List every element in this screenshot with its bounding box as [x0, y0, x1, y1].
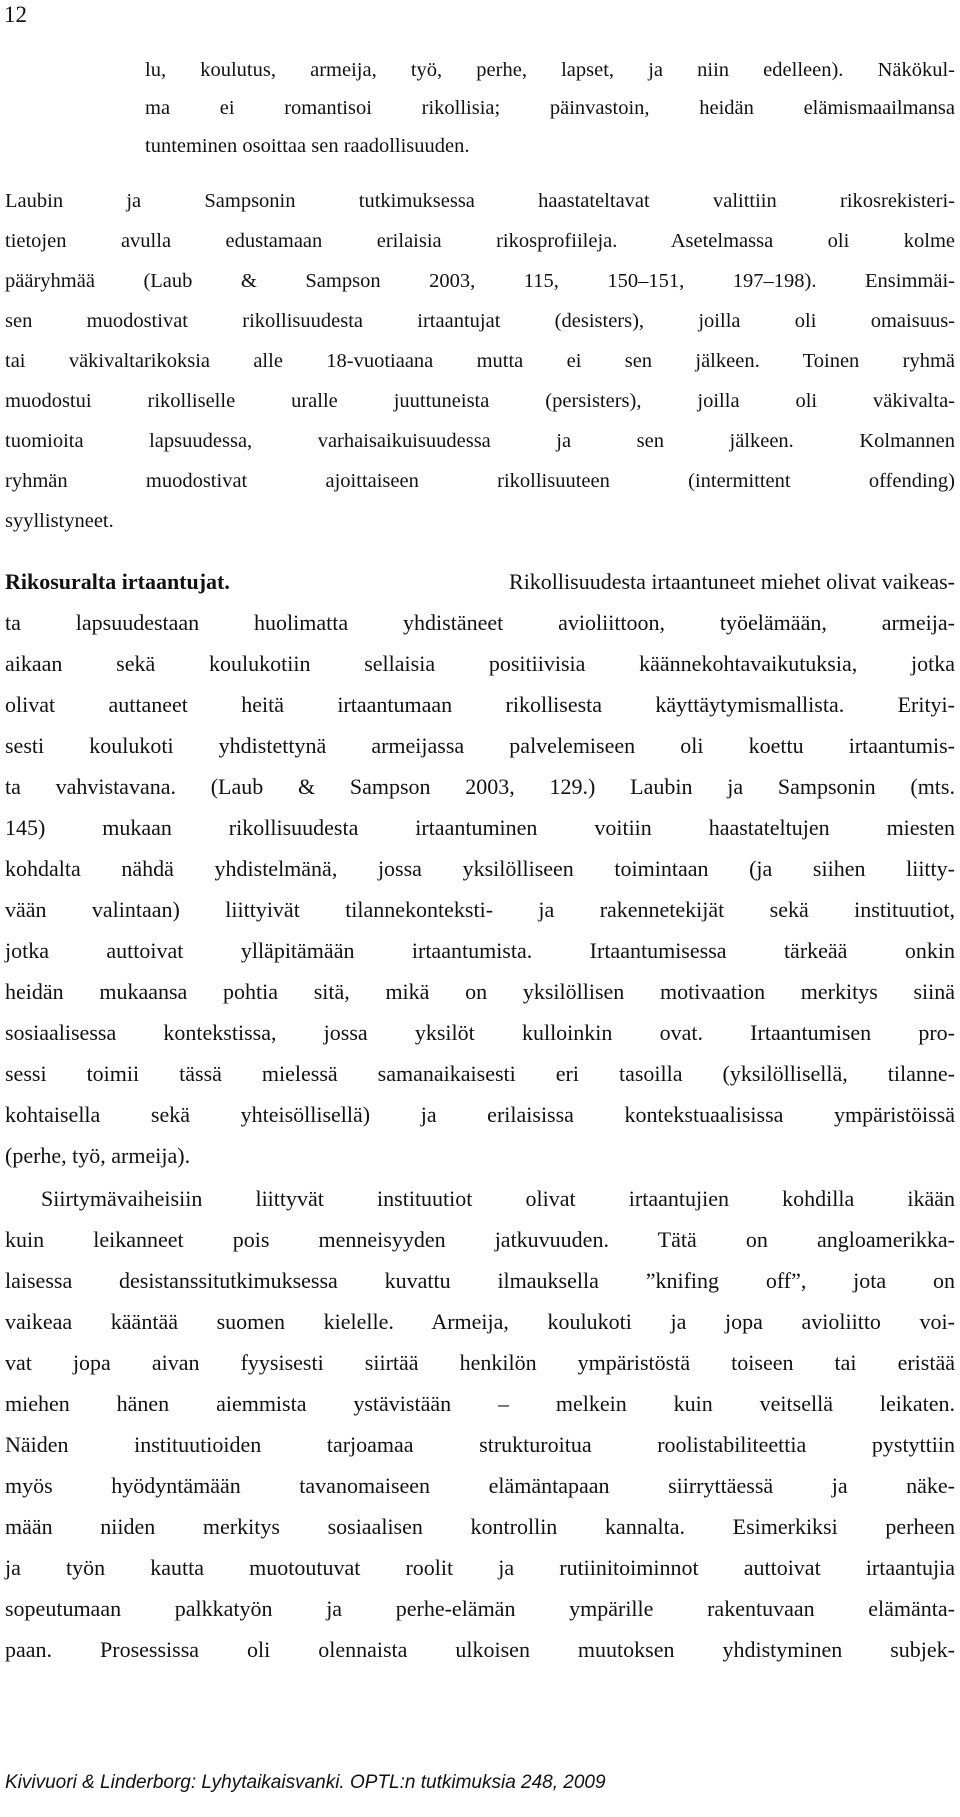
body-line: miehen hänen aiemmista ystävistään – melkein kuin veitsellä leikaten.: [5, 1391, 955, 1416]
body-line: laisessa desistanssitutkimuksessa kuvattu ilmauksella ”knifing off”, jota on: [5, 1268, 955, 1293]
body-line: 145) mukaan rikollisuudesta irtaantuminen voitiin haastateltujen miesten: [5, 815, 955, 840]
body-line: (perhe, työ, armeija).: [5, 1143, 191, 1168]
body-line: tuomioita lapsuudessa, varhaisaikuisuudessa ja sen jälkeen. Kolmannen: [5, 430, 955, 452]
body-line: Laubin ja Sampsonin tutkimuksessa haastateltavat valittiin rikosrekisteri-: [5, 190, 955, 212]
body-line: vään valintaan) liittyivät tilannekonteksti- ja rakennetekijät sekä instituutiot,: [5, 897, 955, 922]
quote-line: ma ei romantisoi rikollisia; päinvastoin, heidän elämismaailmansa: [145, 97, 955, 119]
body-line: pääryhmää (Laub & Sampson 2003, 115, 150–151, 197–198). Ensimmäi-: [5, 270, 955, 292]
body-line: ta lapsuudestaan huolimatta yhdistäneet avioliittoon, työelämään, armeija-: [5, 610, 955, 635]
body-line: vat jopa aivan fyysisesti siirtää henkilön ympäristöstä toiseen tai eristää: [5, 1350, 955, 1375]
body-line: sen muodostivat rikollisuudesta irtaantujat (desisters), joilla oli omaisuus-: [5, 310, 955, 332]
body-line: Siirtymävaiheisiin liittyvät instituutiot olivat irtaantujien kohdilla ikään: [41, 1186, 955, 1211]
body-line: [5, 562, 955, 602]
body-line: tietojen avulla edustamaan erilaisia rikosprofiileja. Asetelmassa oli kolme: [5, 230, 955, 252]
body-line: sesti koulukoti yhdistettynä armeijassa palvelemiseen oli koettu irtaantumis-: [5, 733, 955, 758]
body-line: sosiaalisessa kontekstissa, jossa yksilöt kulloinkin ovat. Irtaantumisen pro-: [5, 1020, 955, 1045]
body-line: heidän mukaansa pohtia sitä, mikä on yksilöllisen motivaation merkitys siinä: [5, 979, 955, 1004]
body-line: sopeutumaan palkkatyön ja perhe-elämän ympärille rakentuvaan elämänta-: [5, 1596, 955, 1621]
body-line: jotka auttoivat ylläpitämään irtaantumista. Irtaantumisessa tärkeää onkin: [5, 938, 955, 963]
body-line: sessi toimii tässä mielessä samanaikaisesti eri tasoilla (yksilöllisellä, tilanne-: [5, 1061, 955, 1086]
body-line: ja työn kautta muotoutuvat roolit ja rutiinitoiminnot auttoivat irtaantujia: [5, 1555, 955, 1580]
page-number: 12: [4, 2, 27, 27]
body-line: kuin leikanneet pois menneisyyden jatkuvuuden. Tätä on angloamerikka-: [5, 1227, 955, 1252]
page-footer: Kivivuori & Linderborg: Lyhytaikaisvanki. OPTL:n tutkimuksia 248, 2009: [5, 1772, 606, 1793]
quote-line: tunteminen osoittaa sen raadollisuuden.: [145, 135, 470, 157]
heading-line-text: Rikollisuudesta irtaantuneet miehet olivat vaikeas-: [509, 569, 955, 594]
body-line: tai väkivaltarikoksia alle 18-vuotiaana mutta ei sen jälkeen. Toinen ryhmä: [5, 350, 955, 372]
body-line: olivat auttaneet heitä irtaantumaan rikollisesta käyttäytymismallista. Erityi-: [5, 692, 955, 717]
body-line: Näiden instituutioiden tarjoamaa strukturoitua roolistabiliteettia pystyttiin: [5, 1432, 955, 1457]
body-line: ta vahvistavana. (Laub & Sampson 2003, 129.) Laubin ja Sampsonin (mts.: [5, 774, 955, 799]
body-line: myös hyödyntämään tavanomaiseen elämäntapaan siirryttäessä ja näke-: [5, 1473, 955, 1498]
body-line: kohdalta nähdä yhdistelmänä, jossa yksilölliseen toimintaan (ja siihen liitty-: [5, 856, 955, 881]
body-line: vaikeaa kääntää suomen kielelle. Armeija, koulukoti ja jopa avioliitto voi-: [5, 1309, 955, 1334]
quote-line: lu, koulutus, armeija, työ, perhe, lapset, ja niin edelleen). Näkökul-: [145, 59, 955, 81]
body-line: kohtaisella sekä yhteisöllisellä) ja erilaisissa kontekstuaalisissa ympäristöissä: [5, 1102, 955, 1127]
body-line: paan. Prosessissa oli olennaista ulkoisen muutoksen yhdistyminen subjek-: [5, 1637, 955, 1662]
body-line: mään niiden merkitys sosiaalisen kontrollin kannalta. Esimerkiksi perheen: [5, 1514, 955, 1539]
body-line: aikaan sekä koulukotiin sellaisia positiivisia käännekohtavaikutuksia, jotka: [5, 651, 955, 676]
body-line: ryhmän muodostivat ajoittaiseen rikollisuuteen (intermittent offending): [5, 470, 955, 492]
section-heading: Rikosuralta irtaantujat.: [5, 569, 230, 594]
body-line: muodostui rikolliselle uralle juuttuneista (persisters), joilla oli väkivalta-: [5, 390, 955, 412]
body-line: syyllistyneet.: [5, 510, 114, 532]
